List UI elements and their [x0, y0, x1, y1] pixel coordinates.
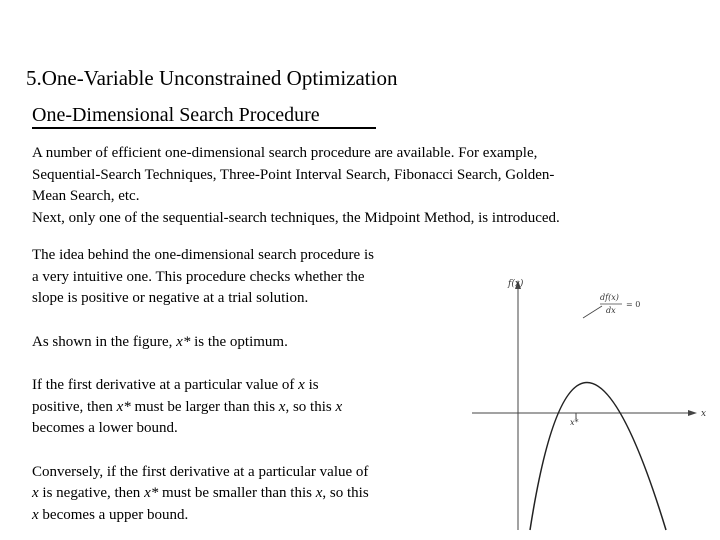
- var-x: x: [32, 485, 39, 501]
- text-fragment: is: [304, 377, 319, 393]
- text-fragment: is negative, then: [38, 485, 145, 501]
- derivative-numerator: df(x): [600, 293, 619, 302]
- var-x: x: [298, 377, 305, 393]
- text-fragment: If the first derivative at a particular value of: [32, 377, 299, 393]
- text-fragment: As shown in the figure,: [32, 333, 177, 350]
- intro-line: A number of efficient one-dimensional search procedure are available. For example,: [32, 145, 538, 161]
- x-axis-label: x: [701, 409, 707, 419]
- var-x: x: [315, 485, 323, 501]
- paragraph-idea: [32, 245, 452, 310]
- intro-line: Mean Search, etc.: [32, 188, 140, 204]
- text-fragment: must be smaller than this: [158, 485, 316, 501]
- parabola-curve: [530, 383, 666, 531]
- intro-line: Next, only one of the sequential-search techniques, the Midpoint Method, is introduced.: [32, 209, 560, 226]
- derivative-equals-zero: = 0: [626, 300, 641, 309]
- var-x: x: [278, 398, 286, 415]
- var-xstar: x*: [144, 485, 159, 501]
- var-xstar: x*: [116, 398, 131, 415]
- text-fragment: positive, then: [32, 398, 117, 415]
- body-text: [32, 245, 452, 526]
- text-line: a very intuitive one. This procedure checks whether the: [32, 268, 365, 285]
- paragraph-optimum: [32, 332, 452, 354]
- derivative-pointer: [583, 306, 602, 318]
- section-subtitle: One-Dimensional Search Procedure: [32, 104, 320, 126]
- subtitle-underline: [32, 127, 376, 129]
- intro-paragraph: [32, 143, 692, 229]
- text-line: Conversely, if the first derivative at a particular value of: [32, 463, 369, 480]
- text-line: slope is positive or negative at a trial solution.: [32, 290, 309, 306]
- text-line: becomes a lower bound.: [32, 420, 178, 436]
- x-axis-arrow: [688, 410, 697, 416]
- text-fragment: , so this: [322, 485, 369, 501]
- text-line: The idea behind the one-dimensional search procedure is: [32, 247, 374, 263]
- optimum-label: x*: [570, 418, 579, 427]
- var-xstar: x*: [176, 333, 191, 350]
- paragraph-positive-slope: [32, 375, 452, 440]
- var-x: x: [32, 506, 39, 523]
- paragraph-negative-slope: [32, 462, 452, 527]
- parabola-figure: [470, 262, 710, 532]
- text-fragment: must be larger than this: [130, 398, 279, 415]
- text-fragment: is the optimum.: [190, 333, 288, 350]
- derivative-denominator: dx: [606, 306, 616, 315]
- text-fragment: , so this: [285, 398, 336, 415]
- y-axis-label: f(x): [508, 279, 524, 289]
- slide-title: 5.One-Variable Unconstrained Optimization: [26, 66, 398, 90]
- var-x: x: [335, 398, 343, 415]
- intro-line: Sequential-Search Techniques, Three-Point Interval Search, Fibonacci Search, Golden-: [32, 166, 555, 183]
- text-fragment: becomes a upper bound.: [38, 506, 189, 523]
